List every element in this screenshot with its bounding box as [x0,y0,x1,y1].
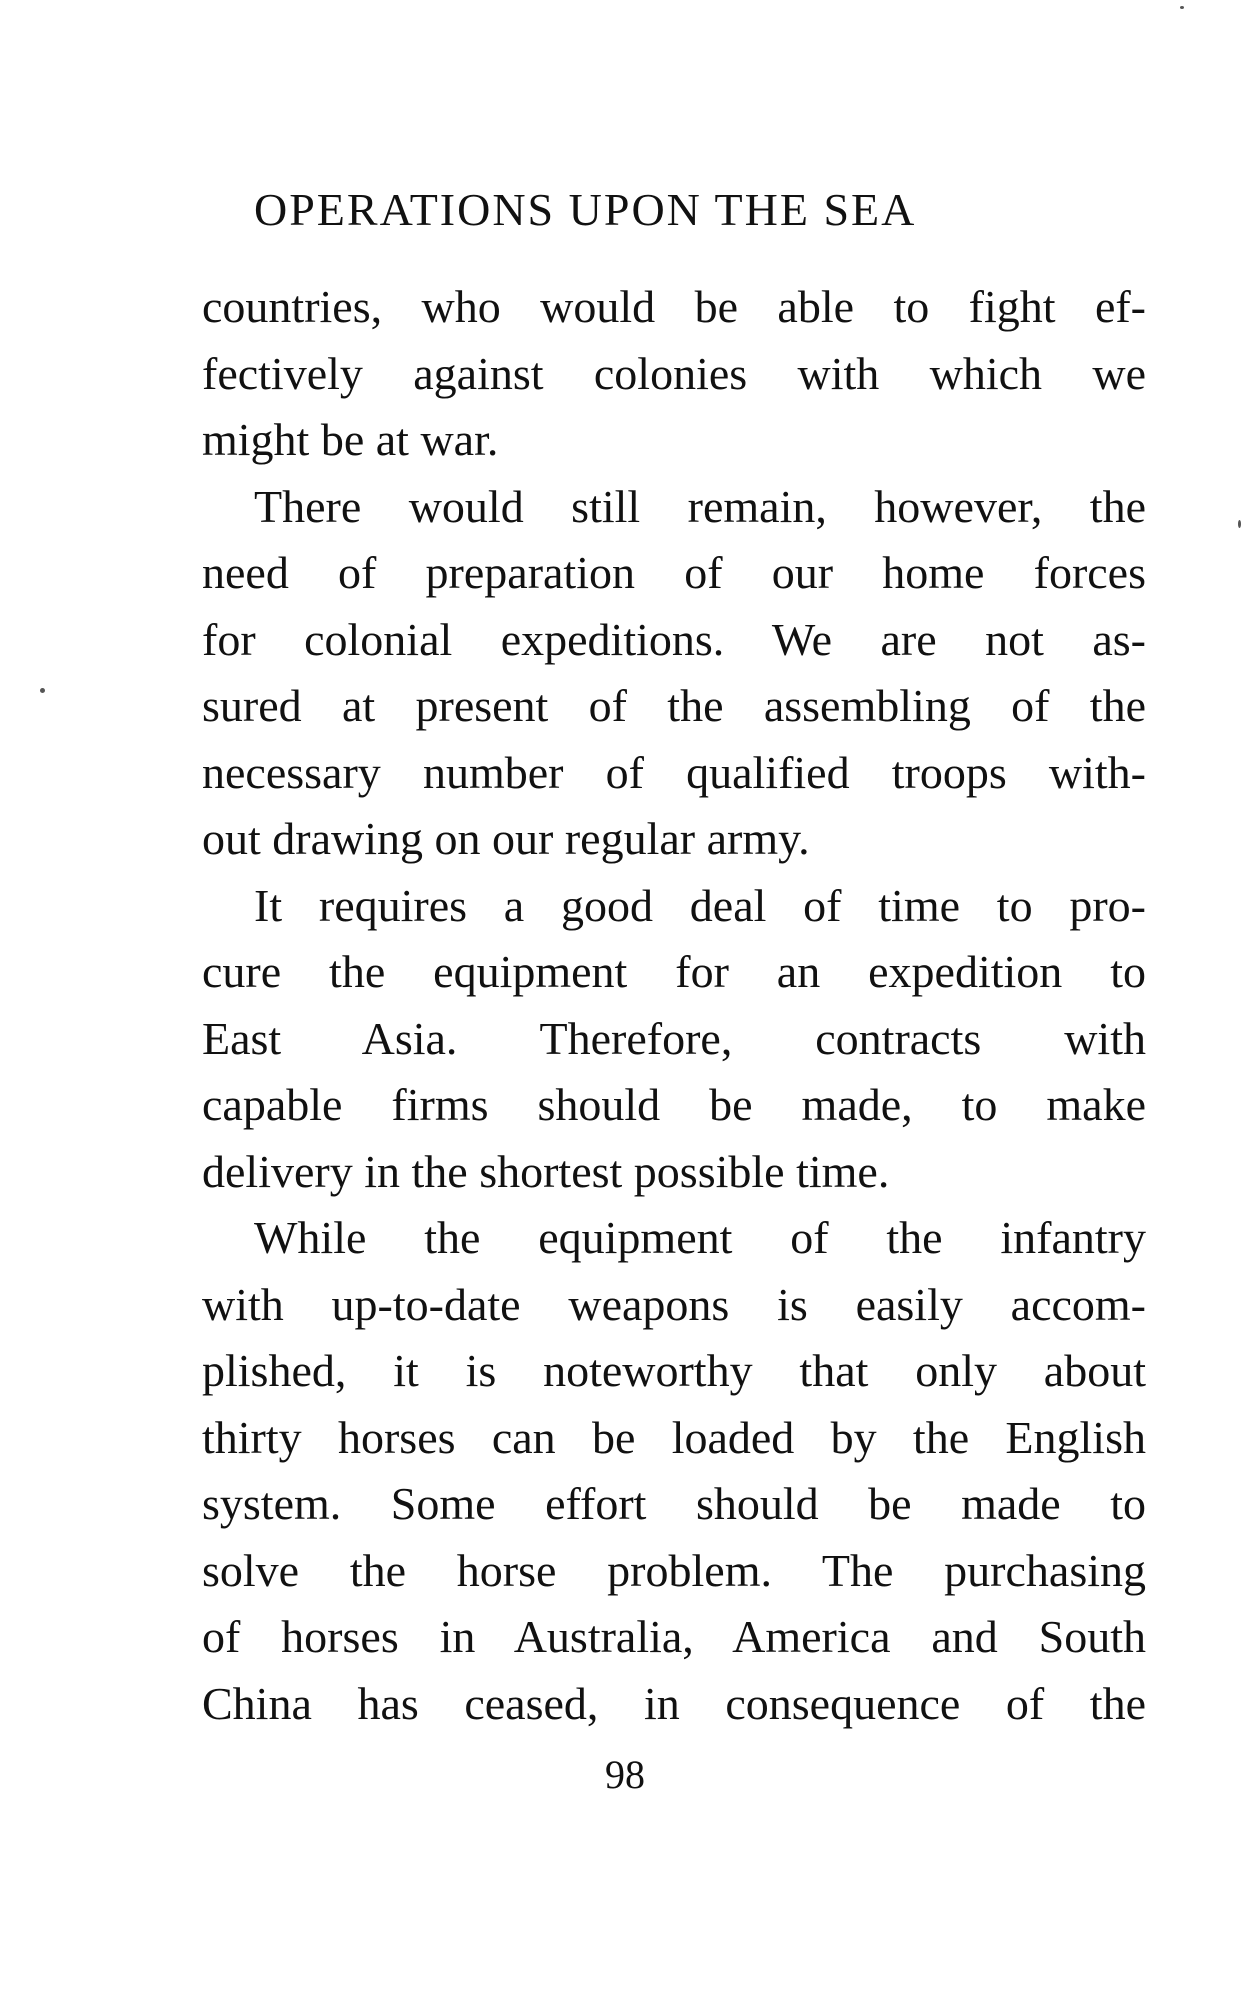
text-line: plished, it is noteworthy that only about [202,1345,1146,1396]
text-line: sured at present of the assembling of the [202,680,1146,731]
text-line: out drawing on our regular army. [202,813,810,864]
text-line: It requires a good deal of time to pro- [254,879,1146,931]
text-line: thirty horses can be loaded by the English [202,1411,1146,1463]
text-line: While the equipment of the infantry [254,1212,1146,1263]
text-line: necessary number of qualified troops with- [202,746,1146,798]
text-line: solve the horse problem. The purchasing [202,1544,1146,1596]
scan-speck [1180,6,1184,9]
text-line: There would still remain, however, the [254,480,1146,532]
text-line: cure the equipment for an expedition to [202,946,1146,997]
text-line: for colonial expeditions. We are not as- [202,613,1146,665]
scan-speck [1238,520,1241,528]
text-line: countries, who would be able to fight ef- [202,281,1146,332]
page-number: 98 [605,1752,645,1797]
text-line: with up-to-date weapons is easily accom- [202,1278,1146,1330]
text-line: system. Some effort should be made to [202,1478,1146,1529]
text-line: might be at war. [202,414,499,465]
text-line: need of preparation of our home forces [202,547,1146,598]
scan-speck [40,688,45,693]
text-line: fectively against colonies with which we [202,347,1146,399]
text-line: capable firms should be made, to make [202,1079,1146,1130]
body-text [202,274,1146,1737]
text-line: East Asia. Therefore, contracts with [202,1012,1146,1064]
text-line: of horses in Australia, America and South [202,1611,1146,1662]
running-head: OPERATIONS UPON THE SEA [254,184,917,235]
text-line: delivery in the shortest possible time. [202,1145,890,1197]
text-line: China has ceased, in consequence of the [202,1677,1146,1729]
